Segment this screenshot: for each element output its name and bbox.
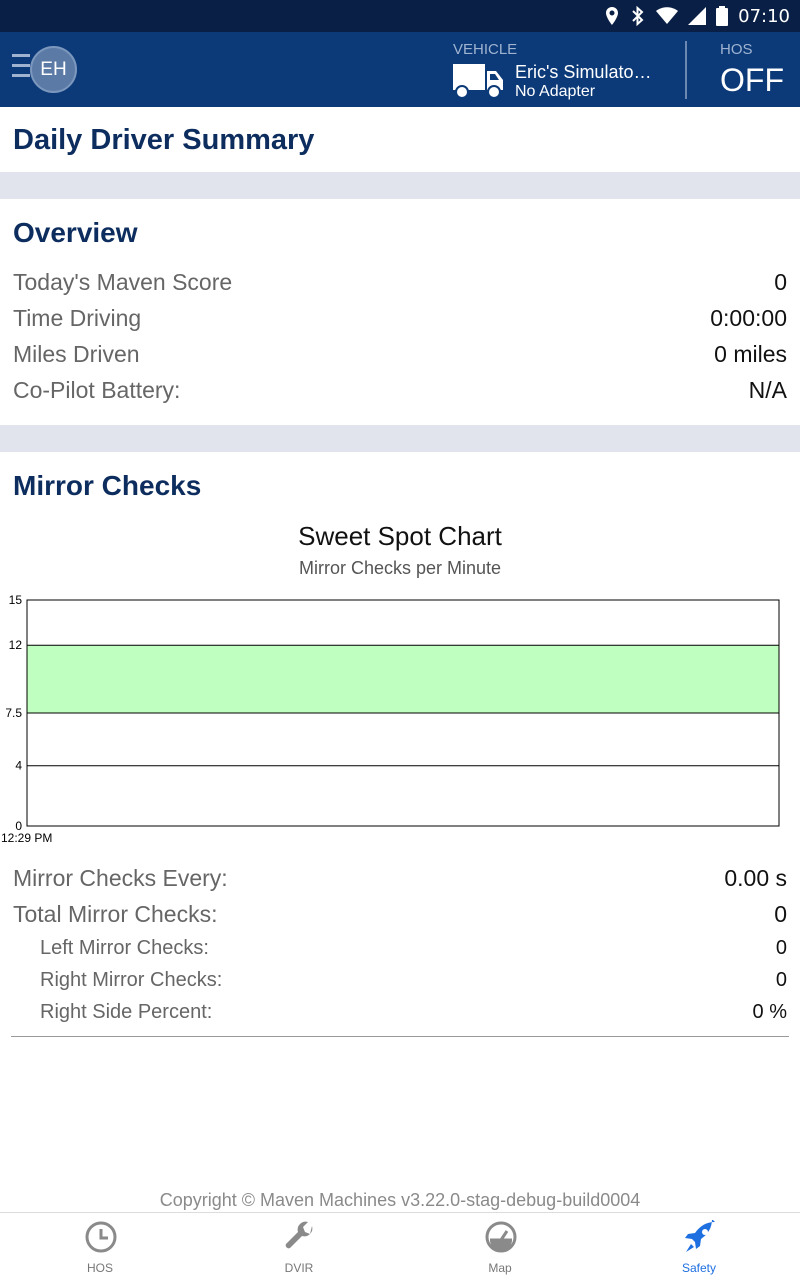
app-bar (0, 32, 800, 107)
overview-row (13, 266, 787, 298)
mirror-stat-row (13, 965, 787, 995)
gauge-icon (484, 1220, 518, 1254)
vehicle-name[interactable]: Eric's Simulato… (515, 62, 652, 82)
bottom-nav (0, 1212, 800, 1280)
mirror-stat-row (13, 862, 787, 894)
nav-item-map[interactable] (440, 1213, 560, 1280)
avatar[interactable]: EH (30, 46, 77, 93)
row-value: 0 miles (714, 340, 787, 367)
vehicle-adapter-status: No Adapter (515, 83, 596, 100)
y-tick-label: 15 (8, 593, 22, 607)
mirror-checks-title: Mirror Checks (13, 470, 202, 501)
truck-icon[interactable] (452, 62, 504, 105)
app-bar-divider (685, 41, 687, 99)
menu-icon[interactable] (12, 54, 32, 84)
nav-label: HOS (86, 1261, 113, 1275)
vehicle-label: VEHICLE (453, 41, 518, 58)
row-label: Time Driving (13, 304, 142, 331)
wifi-icon (656, 7, 678, 25)
section-divider (11, 1036, 789, 1037)
row-label: Total Mirror Checks: (13, 900, 218, 927)
row-value: 0 (775, 968, 787, 991)
section-gap (0, 172, 800, 199)
y-tick-label: 12 (8, 638, 22, 653)
hos-label: HOS (720, 41, 753, 58)
y-tick-label: 0 (15, 819, 22, 833)
nav-label: Safety (681, 1261, 717, 1275)
y-tick-label: 4 (15, 758, 22, 773)
clock-icon (84, 1220, 118, 1254)
battery-icon (716, 6, 728, 26)
overview-row (13, 338, 787, 370)
nav-item-safety[interactable] (639, 1213, 759, 1280)
row-label: Right Side Percent: (40, 1000, 213, 1023)
overview-row (13, 374, 787, 406)
mirror-stat-row (13, 898, 787, 930)
copyright-text: Copyright © Maven Machines v3.22.0-stag-debug-build0004 (159, 1190, 641, 1210)
status-bar (0, 0, 800, 32)
row-value: 0 (774, 900, 787, 927)
nav-label: Map (488, 1261, 512, 1275)
wrench-icon (283, 1220, 317, 1254)
sweet-spot-band (27, 645, 779, 713)
signal-icon (688, 7, 706, 25)
nav-item-dvir[interactable] (239, 1213, 359, 1280)
row-value: 0 (774, 268, 787, 295)
sweet-spot-chart (0, 590, 800, 850)
section-gap (0, 425, 800, 452)
row-value: 0 % (752, 1000, 787, 1023)
bluetooth-icon (630, 6, 646, 26)
hos-status-button[interactable]: OFF (720, 62, 784, 98)
row-value: N/A (748, 376, 787, 403)
location-icon (604, 6, 620, 26)
nav-label: DVIR (284, 1261, 314, 1275)
x-tick-label: 12:29 PM (1, 831, 53, 845)
row-label: Co-Pilot Battery: (13, 376, 181, 403)
mirror-stat-row (13, 933, 787, 963)
row-label: Mirror Checks Every: (13, 864, 228, 891)
mirror-stat-row (13, 997, 787, 1027)
status-icons (604, 0, 790, 32)
overview-row (13, 302, 787, 334)
row-label: Right Mirror Checks: (40, 968, 223, 991)
chart-title: Sweet Spot Chart (298, 521, 502, 551)
y-tick-label: 7.5 (5, 706, 22, 720)
row-value: 0.00 s (724, 864, 787, 891)
page-title: Daily Driver Summary (13, 124, 315, 156)
nav-item-hos[interactable] (40, 1213, 160, 1280)
status-clock: 07:10 (738, 5, 790, 27)
page-header (0, 108, 800, 172)
row-label: Left Mirror Checks: (40, 936, 209, 959)
overview-title: Overview (13, 217, 138, 248)
row-label: Miles Driven (13, 340, 140, 367)
chart-subtitle: Mirror Checks per Minute (298, 558, 502, 578)
row-value: 0 (775, 936, 787, 959)
row-value: 0:00:00 (710, 304, 787, 331)
rocket-icon (683, 1220, 717, 1254)
row-label: Today's Maven Score (13, 268, 233, 295)
